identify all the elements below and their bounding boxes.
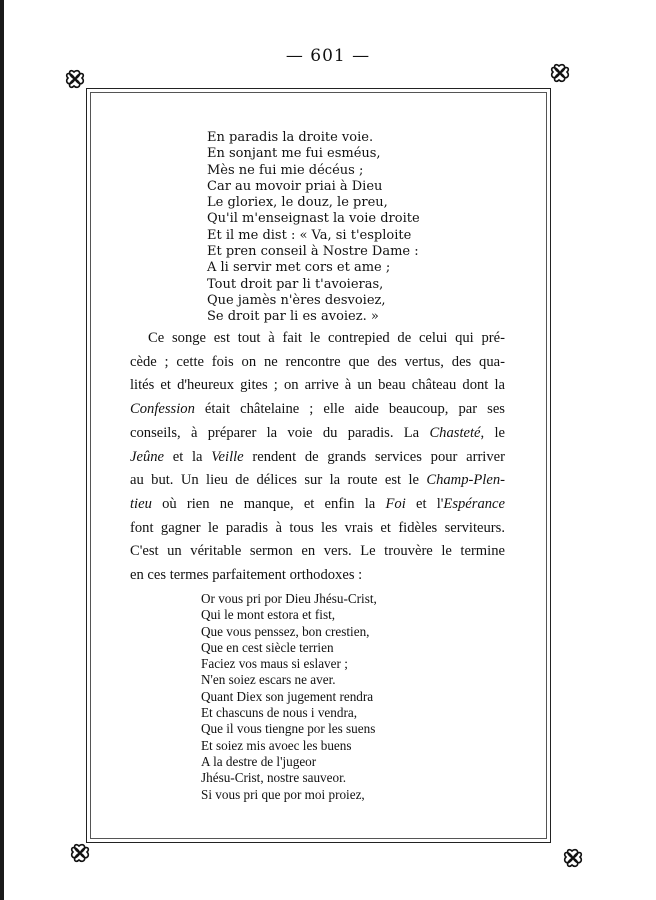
poem-line: A li servir met cors et ame ; bbox=[207, 260, 391, 276]
prose-line: lités et d'heureux gites ; on arrive à un beau château dont la bbox=[130, 377, 505, 394]
poem-line: Qui le mont estora et fist, bbox=[201, 607, 336, 623]
prose-line: au but. Un lieu de délices sur la route est le Champ-Plen- bbox=[130, 472, 505, 489]
poem-line: En paradis la droite voie. bbox=[207, 130, 374, 145]
poem-line: Jhésu-Crist, nostre sauveor. bbox=[201, 770, 347, 786]
poem-line: Faciez vos maus si eslaver ; bbox=[201, 656, 348, 672]
prose-line: en ces termes parfaitement orthodoxes : bbox=[130, 567, 363, 584]
prose-line: font gagner le paradis à tous les vrais et fidèles serviteurs. bbox=[130, 519, 505, 536]
poem-line: Car au movoir priai à Dieu bbox=[207, 178, 383, 194]
poem-line: Que jamès n'ères desvoiez, bbox=[207, 292, 386, 308]
italic-term: Confession bbox=[130, 401, 195, 418]
poem-line: Qu'il m'enseignast la voie droite bbox=[207, 211, 420, 227]
poem-line: Tout droit par li t'avoieras, bbox=[207, 276, 384, 292]
prose-line: cède ; cette fois on ne rencontre que des vertus, des qua- bbox=[130, 353, 505, 370]
quatrefoil-knot-icon bbox=[62, 66, 88, 92]
page-number: — 601 — bbox=[285, 46, 371, 66]
poem-line: Quant Diex son jugement rendra bbox=[201, 688, 374, 704]
italic-term: Foi bbox=[385, 495, 406, 512]
quatrefoil-knot-icon bbox=[67, 840, 93, 866]
poem-line: A la destre de l'jugeor bbox=[201, 753, 317, 769]
poem-line: Que vous penssez, bon crestien, bbox=[201, 623, 370, 639]
italic-term: Champ-Plen- bbox=[426, 472, 505, 489]
prose-line: tieu où rien ne manque, et enfin la Foi et l'Espérance bbox=[130, 495, 506, 512]
poem-line: Que il vous tiengne por les suens bbox=[201, 721, 376, 737]
poem-line: N'en soiez escars ne aver. bbox=[201, 672, 336, 688]
poem-line: Et il me dist : « Va, si t'esploite bbox=[207, 227, 412, 243]
quatrefoil-knot-icon bbox=[547, 60, 573, 86]
poem-line: Si vous pri que por moi proiez, bbox=[201, 786, 365, 802]
italic-term: Veille bbox=[211, 448, 244, 465]
italic-term: Jeûne bbox=[130, 448, 165, 465]
poem-line: Or vous pri por Dieu Jhésu-Crist, bbox=[201, 591, 377, 606]
poem-line: Et pren conseil à Nostre Dame : bbox=[207, 244, 419, 260]
page-binding-edge bbox=[0, 0, 4, 900]
prose-line: Ce songe est tout à fait le contrepied de celui qui pré- bbox=[148, 330, 505, 346]
poem-bottom bbox=[201, 591, 377, 803]
prose-line: conseils, à préparer la voie du paradis. La Chasteté, le bbox=[130, 424, 505, 441]
prose-line: C'est un véritable sermon en vers. Le trouvère le termine bbox=[130, 543, 505, 560]
poem-top bbox=[207, 130, 420, 326]
poem-line: Que en cest siècle terrien bbox=[201, 639, 334, 655]
prose-line: Confession était châtelaine ; elle aide beaucoup, par ses bbox=[130, 401, 505, 418]
poem-line: Et soiez mis avoec les buens bbox=[201, 737, 352, 753]
prose-paragraph bbox=[130, 327, 505, 588]
poem-line: Le gloriex, le douz, le preu, bbox=[207, 195, 388, 211]
poem-line: Et chascuns de nous i vendra, bbox=[201, 705, 358, 721]
italic-term: tieu bbox=[130, 495, 152, 512]
quatrefoil-knot-icon bbox=[560, 845, 586, 871]
poem-line: Mès ne fui mie décéus ; bbox=[207, 162, 364, 178]
poem-line: En sonjant me fui esméus, bbox=[207, 146, 381, 162]
poem-line: Se droit par li es avoiez. » bbox=[207, 309, 379, 325]
italic-term: Espérance bbox=[443, 495, 506, 512]
italic-term: Chasteté bbox=[429, 424, 481, 441]
prose-line: Jeûne et la Veille rendent de grands services pour arriver bbox=[130, 448, 505, 465]
